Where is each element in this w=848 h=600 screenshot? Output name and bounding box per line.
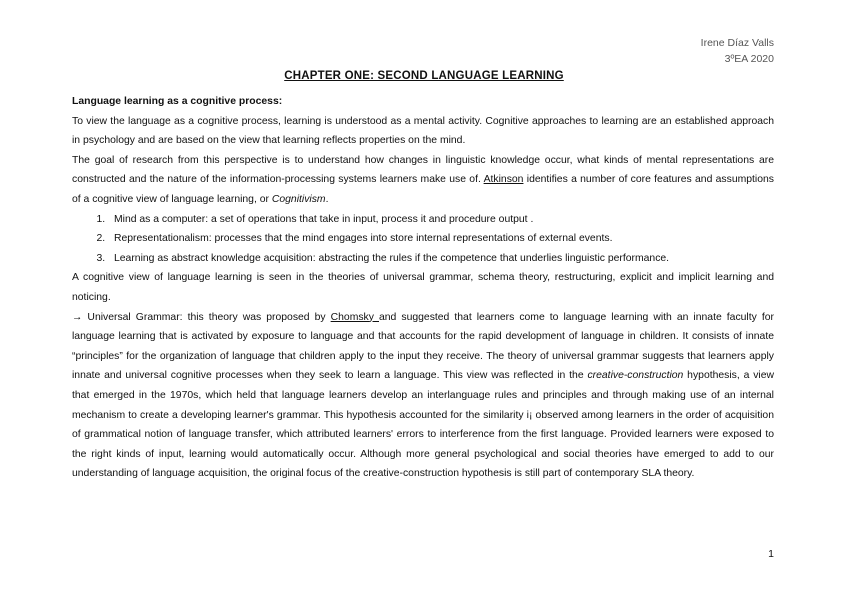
term-cognitivism: Cognitivism (271, 193, 326, 205)
page-header (701, 35, 774, 67)
author-reference-chomsky: Chomsky (330, 311, 379, 323)
paragraph-2-text-a: The goal of research from this perspective is to understand how changes in linguistic knowledge occur, what kinds of mental representations are constructed and the nature of the information-processing systems learners make use of. (72, 154, 774, 186)
page-number: 1 (768, 548, 774, 560)
author-name: Irene Díaz Valls (700, 37, 774, 49)
chapter-title: CHAPTER ONE: SECOND LANGUAGE LEARNING (284, 70, 564, 82)
paragraph-4-text-b: and suggested that learners come to language learning with an innate faculty for language learning that is activated by exposure to language and that accounts for the rapid development of language in children. It consists of innate “principles” for the organization of language that children apply to the input they receive. The theory of universal grammar suggests that learners apply innate and universal cognitive processes when they seek to learn a language. This view was reflected in the (72, 311, 774, 382)
list-item: 2. Representationalism: processes that the mind engages into store internal representations of external events. (108, 229, 774, 249)
features-list (72, 210, 774, 269)
paragraph-2 (72, 151, 774, 210)
paragraph-4 (72, 308, 774, 484)
paragraph-1: To view the language as a cognitive process, learning is understood as a mental activity. Cognitive approaches to learning are an established approach in psychology and are based on the view that learning reflects properties on the mind. (72, 115, 774, 147)
paragraph-3: A cognitive view of language learning is seen in the theories of universal grammar, schema theory, restructuring, explicit and implicit learning and noticing. (72, 272, 774, 303)
paragraph-2-text-b: identifies a number of core features and assumptions of a cognitive view of language learning, or (72, 174, 774, 205)
author-reference-atkinson: Atkinson (483, 174, 524, 186)
section-subtitle: Language learning as a cognitive process: (72, 96, 283, 107)
course-label: 3ºEA 2020 (724, 53, 774, 65)
list-item: 1. Mind as a computer: a set of operations that take in input, process it and procedure output . (108, 210, 774, 230)
paragraph-4-text-a: → Universal Grammar: this theory was proposed by (72, 311, 331, 323)
paragraph-4-text-c: hypothesis, a view that emerged in the 1970s, which held that language learners develop an interlanguage rules and principles and through making use of an internal mechanism to create a developing learner's grammar. This hypothesis accounted for the similarity i¡ observed among learners in the order of acquisition of grammatical notion of language transfer, which attributed learners' errors to interference from the first language. Provided learners were exposed to the right kinds of input, learning would automatically occur. Although more general psychological and social theories have emerged to add to our understanding of language acquisition, the original focus of the creative-construction hypothesis is still part of contemporary SLA theory. (72, 370, 774, 480)
term-creative-construction: creative-construction (587, 370, 684, 382)
list-item: 3. Learning as abstract knowledge acquisition: abstracting the rules if the competence that underlies linguistic performance. (108, 249, 774, 269)
paragraph-2-text-c: . (325, 193, 329, 205)
document-body (72, 92, 774, 484)
